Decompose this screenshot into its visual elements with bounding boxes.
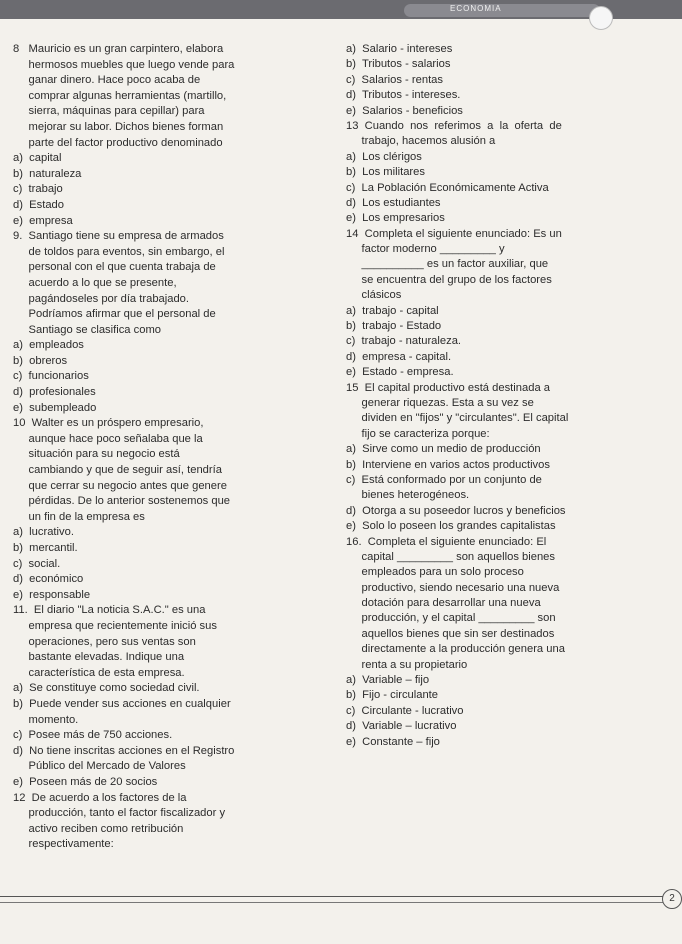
right-line: productivo, siendo necesario una nueva — [346, 581, 560, 594]
left-line: a) capital — [13, 152, 62, 165]
left-line: situación para su negocio está — [13, 448, 180, 461]
right-line: capital _________ son aquellos bienes — [346, 550, 555, 563]
right-line: fijo se caracteriza porque: — [346, 427, 490, 440]
right-line: d) Variable – lucrativo — [346, 720, 457, 733]
right-line: generar riquezas. Esta a su vez se — [346, 396, 534, 409]
left-line: e) responsable — [13, 588, 91, 601]
right-line: trabajo, hacemos alusión a — [346, 135, 496, 148]
left-line: b) obreros — [13, 354, 68, 367]
right-line: e) Salarios - beneficios — [346, 104, 463, 117]
left-line: ganar dinero. Hace poco acaba de — [13, 74, 201, 87]
right-line: clásicos — [346, 289, 402, 302]
right-line: empleados para un solo proceso — [346, 566, 524, 579]
left-line: Santiago se clasifica como — [13, 323, 161, 336]
left-line: característica de esta empresa. — [13, 666, 185, 679]
right-line: se encuentra del grupo de los factores — [346, 273, 552, 286]
right-line: b) Interviene en varios actos productivos — [346, 458, 550, 471]
left-line: de toldos para eventos, sin embargo, el — [13, 245, 225, 258]
right-line: dotación para desarrollar una nueva — [346, 597, 541, 610]
left-line: sierra, máquinas para cepillar) para — [13, 105, 205, 118]
left-line: 8 Mauricio es un gran carpintero, elabora — [13, 43, 224, 55]
right-line: c) trabajo - naturaleza. — [346, 335, 462, 348]
left-line: e) Poseen más de 20 socios — [13, 775, 158, 788]
left-line: c) social. — [13, 557, 61, 570]
right-line: renta a su propietario — [346, 658, 468, 671]
right-line: factor moderno _________ y — [346, 243, 505, 256]
left-line: aunque hace poco señalaba que la — [13, 432, 203, 445]
right-line: e) Estado - empresa. — [346, 366, 454, 379]
right-line: e) Solo lo poseen los grandes capitalistas — [346, 520, 556, 533]
right-line: c) Está conformado por un conjunto de — [346, 473, 542, 486]
page-number: 2 — [662, 889, 682, 909]
left-line: mejorar su labor. Dichos bienes forman — [13, 120, 224, 133]
left-column — [13, 42, 338, 853]
left-line: e) empresa — [13, 214, 73, 227]
right-line: a) trabajo - capital — [346, 304, 439, 317]
right-line: 15 El capital productivo está destinada a — [346, 381, 550, 394]
left-line: un fin de la empresa es — [13, 510, 145, 523]
left-line: 10 Walter es un próspero empresario, — [13, 417, 204, 430]
right-line: c) Circulante - lucrativo — [346, 704, 464, 717]
left-line: d) Estado — [13, 198, 64, 211]
left-line: b) Puede vender sus acciones en cualquier — [13, 697, 231, 710]
left-line: pérdidas. De lo anterior sostenemos que — [13, 495, 231, 508]
right-line: d) Los estudiantes — [346, 196, 441, 209]
right-line: b) trabajo - Estado — [346, 320, 442, 333]
left-line: 12 De acuerdo a los factores de la — [13, 791, 187, 804]
right-line: b) Fijo - circulante — [346, 689, 439, 702]
left-line: b) naturaleza — [13, 167, 82, 180]
right-line: c) Salarios - rentas — [346, 73, 443, 86]
header-title: ECONOMIA — [450, 4, 502, 13]
right-line: a) Sirve como un medio de producción — [346, 443, 541, 456]
right-line: 14 Completa el siguiente enunciado: Es un — [346, 227, 562, 240]
left-line: personal con el que cuenta trabaja de — [13, 261, 216, 274]
right-line: c) La Población Económicamente Activa — [346, 181, 549, 194]
left-line: e) subempleado — [13, 401, 97, 414]
right-line: 16. Completa el siguiente enunciado: El — [346, 535, 547, 548]
right-line: b) Tributos - salarios — [346, 58, 451, 71]
left-line: activo reciben como retribución — [13, 822, 184, 835]
left-line: respectivamente: — [13, 838, 114, 851]
left-line: d) económico — [13, 573, 84, 586]
left-line: Podríamos afirmar que el personal de — [13, 308, 216, 321]
left-line: bastante elevadas. Indique una — [13, 651, 185, 664]
left-line: Público del Mercado de Valores — [13, 760, 186, 773]
left-line: c) funcionarios — [13, 370, 89, 383]
left-line: a) Se constituye como sociedad civil. — [13, 682, 200, 695]
right-line: bienes heterogéneos. — [346, 489, 470, 502]
left-line: 11. El diario "La noticia S.A.C." es una — [13, 604, 206, 617]
left-line: a) empleados — [13, 339, 84, 352]
left-line: operaciones, pero sus ventas son — [13, 635, 196, 648]
header-circle-icon — [589, 6, 613, 30]
left-line: c) Posee más de 750 acciones. — [13, 729, 173, 742]
right-line: d) Tributos - intereses. — [346, 89, 461, 102]
left-line: pagándoseles por día trabajado. — [13, 292, 190, 305]
right-column — [346, 42, 664, 750]
left-line: comprar algunas herramientas (martillo, — [13, 89, 227, 102]
left-line: a) lucrativo. — [13, 526, 74, 539]
right-line: aquellos bienes que sin ser destinados — [346, 627, 555, 640]
right-line: b) Los militares — [346, 166, 425, 179]
right-line: e) Constante – fijo — [346, 735, 440, 748]
right-line: directamente a la producción genera una — [346, 643, 565, 656]
right-line: a) Variable – fijo — [346, 674, 430, 687]
right-line: dividen en "fijos" y "circulantes". El capital — [346, 412, 569, 425]
left-line: acuerdo a lo que se presente, — [13, 276, 177, 289]
left-line: hermosos muebles que luego vende para — [13, 58, 235, 71]
left-line: empresa que recientemente inició sus — [13, 619, 217, 632]
left-line: momento. — [13, 713, 79, 726]
header-bar — [0, 0, 682, 19]
right-line: a) Los clérigos — [346, 150, 422, 163]
right-line: d) Otorga a su poseedor lucros y beneficios — [346, 504, 566, 517]
footer-rule-secondary — [0, 902, 672, 903]
left-line: cambiando y que de seguir así, tendría — [13, 464, 222, 477]
right-line: a) Salario - intereses — [346, 43, 453, 55]
left-line: d) No tiene inscritas acciones en el Registro — [13, 744, 235, 757]
left-line: parte del factor productivo denominado — [13, 136, 223, 149]
left-line: c) trabajo — [13, 183, 63, 196]
right-line: e) Los empresarios — [346, 212, 445, 225]
left-line: d) profesionales — [13, 386, 96, 399]
left-line: producción, tanto el factor fiscalizador y — [13, 807, 226, 820]
right-line: 13 Cuando nos referimos a la oferta de — [346, 119, 562, 132]
right-line: d) empresa - capital. — [346, 350, 452, 363]
header-pill — [404, 4, 600, 17]
footer-rule — [0, 896, 672, 897]
left-line: b) mercantil. — [13, 542, 78, 554]
left-line: que cerrar su negocio antes que genere — [13, 479, 227, 492]
right-line: __________ es un factor auxiliar, que — [346, 258, 549, 271]
right-line: producción, y el capital _________ son — [346, 612, 556, 625]
left-line: 9. Santiago tiene su empresa de armados — [13, 230, 224, 243]
